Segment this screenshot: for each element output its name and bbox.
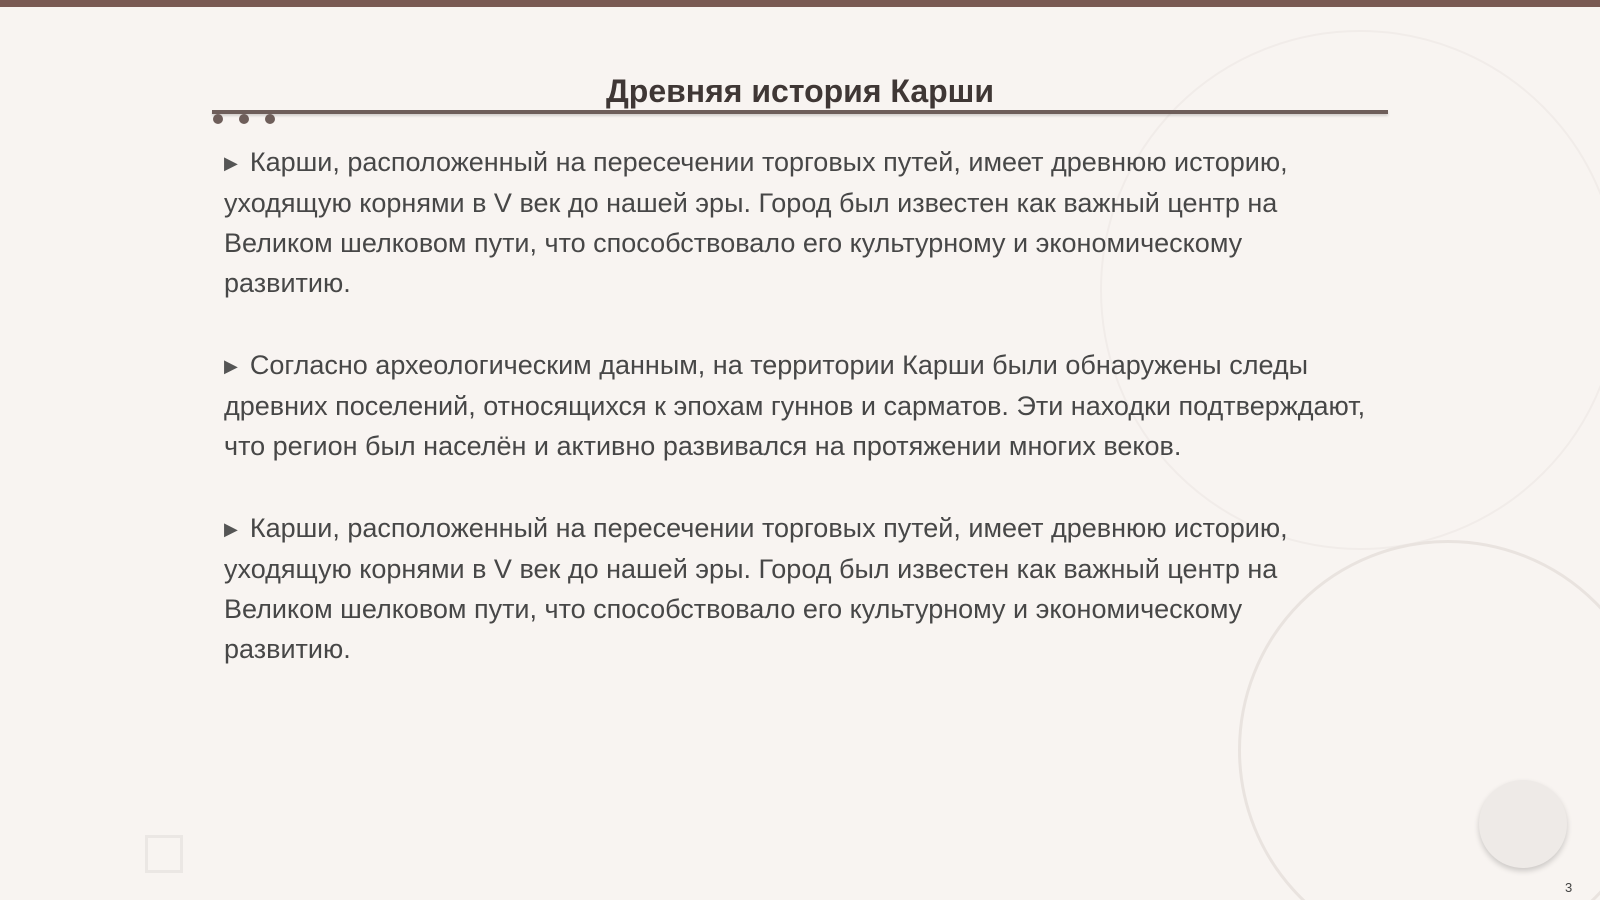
bullet-list [224, 142, 1374, 711]
bullet-item [224, 345, 1374, 466]
top-accent-bar [0, 0, 1600, 7]
bullet-item [224, 508, 1374, 669]
decorative-square [145, 835, 183, 873]
triangle-right-icon: ▶ [224, 356, 238, 376]
bullet-text: Карши, расположенный на пересечении торговых путей, имеет древнюю историю, уходящую корнями в V век до нашей эры. Город был известен как важный центр на Великом шелковом пути, что способствовало его культурному и экономическому развитию. [224, 513, 1288, 664]
decorative-dot [265, 114, 275, 124]
slide-title: Древняя история Карши [605, 73, 995, 110]
decorative-dot [213, 114, 223, 124]
bullet-item [224, 142, 1374, 303]
triangle-right-icon: ▶ [224, 519, 238, 539]
decorative-dot [239, 114, 249, 124]
decorative-circle [1479, 780, 1567, 868]
triangle-right-icon: ▶ [224, 153, 238, 173]
bullet-text: Согласно археологическим данным, на территории Карши были обнаружены следы древних поселений, относящихся к эпохам гуннов и сарматов. Эти находки подтверждают, что регион был населён и активно развивался на протяжении многих веков. [224, 350, 1366, 461]
bullet-text: Карши, расположенный на пересечении торговых путей, имеет древнюю историю, уходящую корнями в V век до нашей эры. Город был известен как важный центр на Великом шелковом пути, что способствовало его культурному и экономическому развитию. [224, 147, 1288, 298]
title-underline [212, 110, 1388, 114]
page-number: 3 [1565, 880, 1573, 895]
